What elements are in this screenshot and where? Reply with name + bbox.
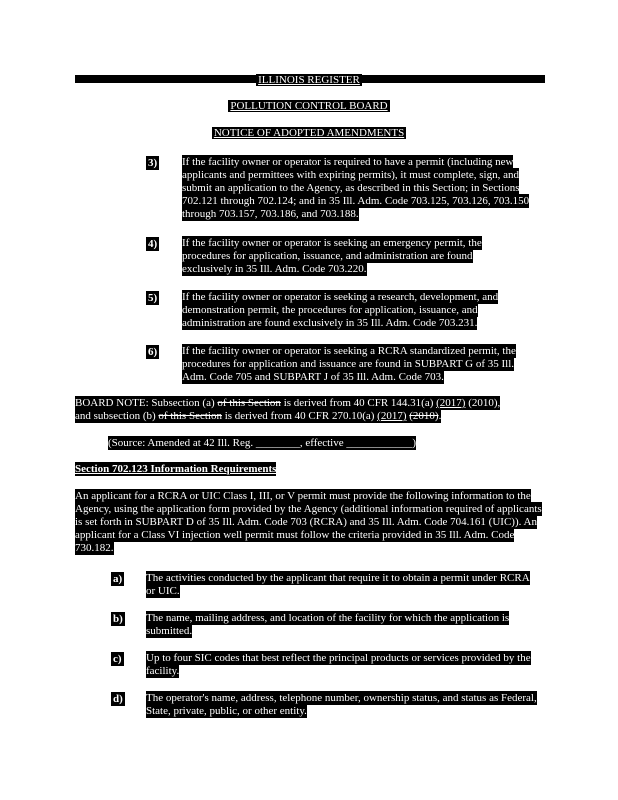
board-note: BOARD NOTE: Subsection (a) of this Section is derived from 40 CFR 144.31(a) (2017) (2010), and subsection (b) of this Section is derived from 40 CFR 270.10(a) (2017) (2010). (75, 397, 501, 422)
list-b-number: d) (113, 693, 123, 705)
list-b-number: c) (113, 653, 122, 665)
list-a-number: 3) (148, 157, 158, 169)
notice-title: NOTICE OF ADOPTED AMENDMENTS (213, 127, 405, 139)
intro-paragraph: An applicant for a RCRA or UIC Class I, III, or V permit must provide the following information to the Agency, using the application form provided by the Agency (additional information required of applicants is set forth in SUBPART D of 35 Ill. Adm. Code 703 (RCRA) and 35 Ill. Adm. Code 704.161 (UIC)). An applicant for a Class VI injection well permit must follow the criteria provided in 35 Ill. Adm. Code 730.182. (75, 490, 542, 554)
list-b-item: The name, mailing address, and location of the facility for which the application is submitted. (146, 612, 510, 637)
board-title: POLLUTION CONTROL BOARD (230, 100, 388, 112)
list-a-number: 5) (148, 292, 158, 304)
list-a-item: If the facility owner or operator is required to have a permit (including new applicants and permittees with expiring permits), it must complete, sign, and submit an application to the Agency, as described in this Section; in Sections 702.121 through 702.124; and in 35 Ill. Adm. Code 703.125, 703.126, 703.150 through 703.157, 703.186, and 703.188. (182, 156, 530, 220)
list-b-item: The operator's name, address, telephone number, ownership status, and status as Federal, State, private, public, or other entity. (146, 692, 537, 717)
list-b-number: a) (113, 573, 123, 585)
section-heading: Section 702.123 Information Requirements (75, 463, 277, 475)
list-a-item: If the facility owner or operator is seeking a research, development, and demonstration permit, the procedures for application, issuance, and administration are found exclusively in 35 Ill. Adm. Code 703.231. (182, 291, 499, 329)
list-a-number: 6) (148, 346, 158, 358)
list-b-item: Up to four SIC codes that best reflect the principal products or services provided by the facility. (146, 652, 531, 677)
list-b-number: b) (113, 613, 123, 625)
list-a-item: If the facility owner or operator is seeking a RCRA standardized permit, the procedures for application and issuance are found in SUBPART G of 35 Ill. Adm. Code 705 and SUBPART J of 35 Ill. Adm. Code 703. (182, 345, 516, 383)
list-a-item: If the facility owner or operator is seeking an emergency permit, the procedures for application, issuance, and administration are found exclusively in 35 Ill. Adm. Code 703.220. (182, 237, 482, 275)
list-b-item: The activities conducted by the applicant that require it to obtain a permit under RCRA or UIC. (146, 572, 530, 597)
source-note: (Source: Amended at 42 Ill. Reg. ________, effective ____________) (108, 437, 417, 449)
register-title: ILLINOIS REGISTER (258, 74, 360, 86)
list-a-number: 4) (148, 238, 158, 250)
